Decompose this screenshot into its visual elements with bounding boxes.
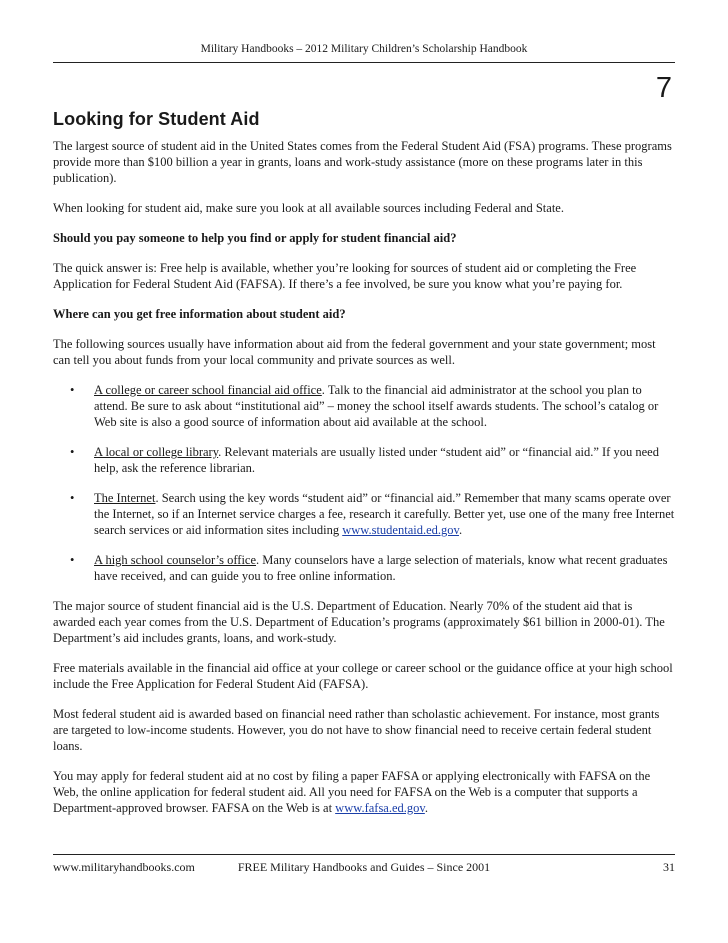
list-item-text: . Many counselors have a large selection of materials, know what recent graduates have received, and can guide you to free online information. [94,553,668,583]
question-heading-pay: Should you pay someone to help you find or apply for student financial aid? [53,231,457,245]
answer-paragraph-free-info: The following sources usually have information about aid from the federal government and your state government; most can tell you about funds from your local community and private sources as well. [53,337,656,367]
list-item-term: A high school counselor’s office [94,553,257,567]
paragraph-free-materials: Free materials available in the financial aid office at your college or career school or the guidance office at your high school include the Free Application for Federal Student Aid (FAFSA). [53,661,673,691]
fafsa-link[interactable]: www.fafsa.ed.gov [335,801,425,815]
main-content [53,108,675,830]
intro-paragraph: The largest source of student aid in the United States comes from the Federal Student Aid (FSA) programs. These programs provide more than $100 billion a year in grants, loans and work-study assistance (more on these programs later in this publication). [53,139,672,185]
bullet-icon: • [70,491,75,505]
list-item-library [53,444,675,476]
bullet-icon: • [70,445,75,459]
paragraph-financial-need: Most federal student aid is awarded based on financial need rather than scholastic achievement. For instance, most grants are targeted to low-income students. However, you do not have to show financial need to receive certain federal student loans. [53,707,660,753]
list-item-term: A college or career school financial aid office [94,383,322,397]
header-divider [53,62,675,63]
list-item-text: . Relevant materials are usually listed under “student aid” or “financial aid.” If you need help, ask the reference librarian. [94,445,659,475]
page-number: 31 [663,860,675,874]
paragraph-apply-text: You may apply for federal student aid at no cost by filing a paper FAFSA or applying electronically with FAFSA on the Web, the online application for federal student aid. All you need for FAFSA on the Web is a computer that supports a Department-approved browser. FAFSA on the Web is at [53,769,651,815]
page-footer [53,854,675,874]
list-item-financial-aid-office [53,382,675,430]
list-item-term: The Internet [94,491,156,505]
list-item-term: A local or college library [94,445,219,459]
question-heading-free-info: Where can you get free information about student aid? [53,307,346,321]
list-item-text-end: . [458,523,463,537]
list-item-internet [53,490,675,538]
intro-paragraph-sources: When looking for student aid, make sure you look at all available sources including Federal and State. [53,201,564,215]
studentaid-link[interactable]: www.studentaid.ed.gov [342,523,459,537]
chapter-number: 7 [655,72,672,104]
paragraph-apply-end: . [424,801,428,815]
paragraph-apply [53,768,675,816]
footer-website: www.militaryhandbooks.com [53,860,195,874]
paragraph-major-source: The major source of student financial aid is the U.S. Department of Education. Nearly 70% of the student aid that is awarded each year comes from the U.S. Department of Education’s programs (approximately $61 billion in 2000-01). The Department’s aid includes grants, loans, and work-study. [53,599,665,645]
list-item-text: . Search using the key words “student aid” or “financial aid.” Remember that many scams operate over the Internet, so if an Internet service charges a fee, research it carefully. Better yet, use one of the many free Internet search services or aid information sites including [94,491,675,537]
running-header: Military Handbooks – 2012 Military Children’s Scholarship Handbook [200,43,528,55]
section-title: Looking for Student Aid [53,109,260,129]
list-item-counselor-office [53,552,675,584]
footer-tagline: FREE Military Handbooks and Guides – Since 2001 [237,860,491,874]
sources-list [53,382,675,584]
bullet-icon: • [70,383,75,397]
list-item-text: . Talk to the financial aid administrator at the school you plan to attend. Be sure to ask about “institutional aid” – money the school itself awards students. The school’s catalog or Web site is also a good source of information about aid available at the school. [94,383,659,429]
answer-paragraph-pay: The quick answer is: Free help is available, whether you’re looking for sources of student aid or completing the Free Application for Federal Student Aid (FAFSA). If there’s a fee involved, be sure you know what you’re paying for. [53,261,637,291]
bullet-icon: • [70,553,75,567]
